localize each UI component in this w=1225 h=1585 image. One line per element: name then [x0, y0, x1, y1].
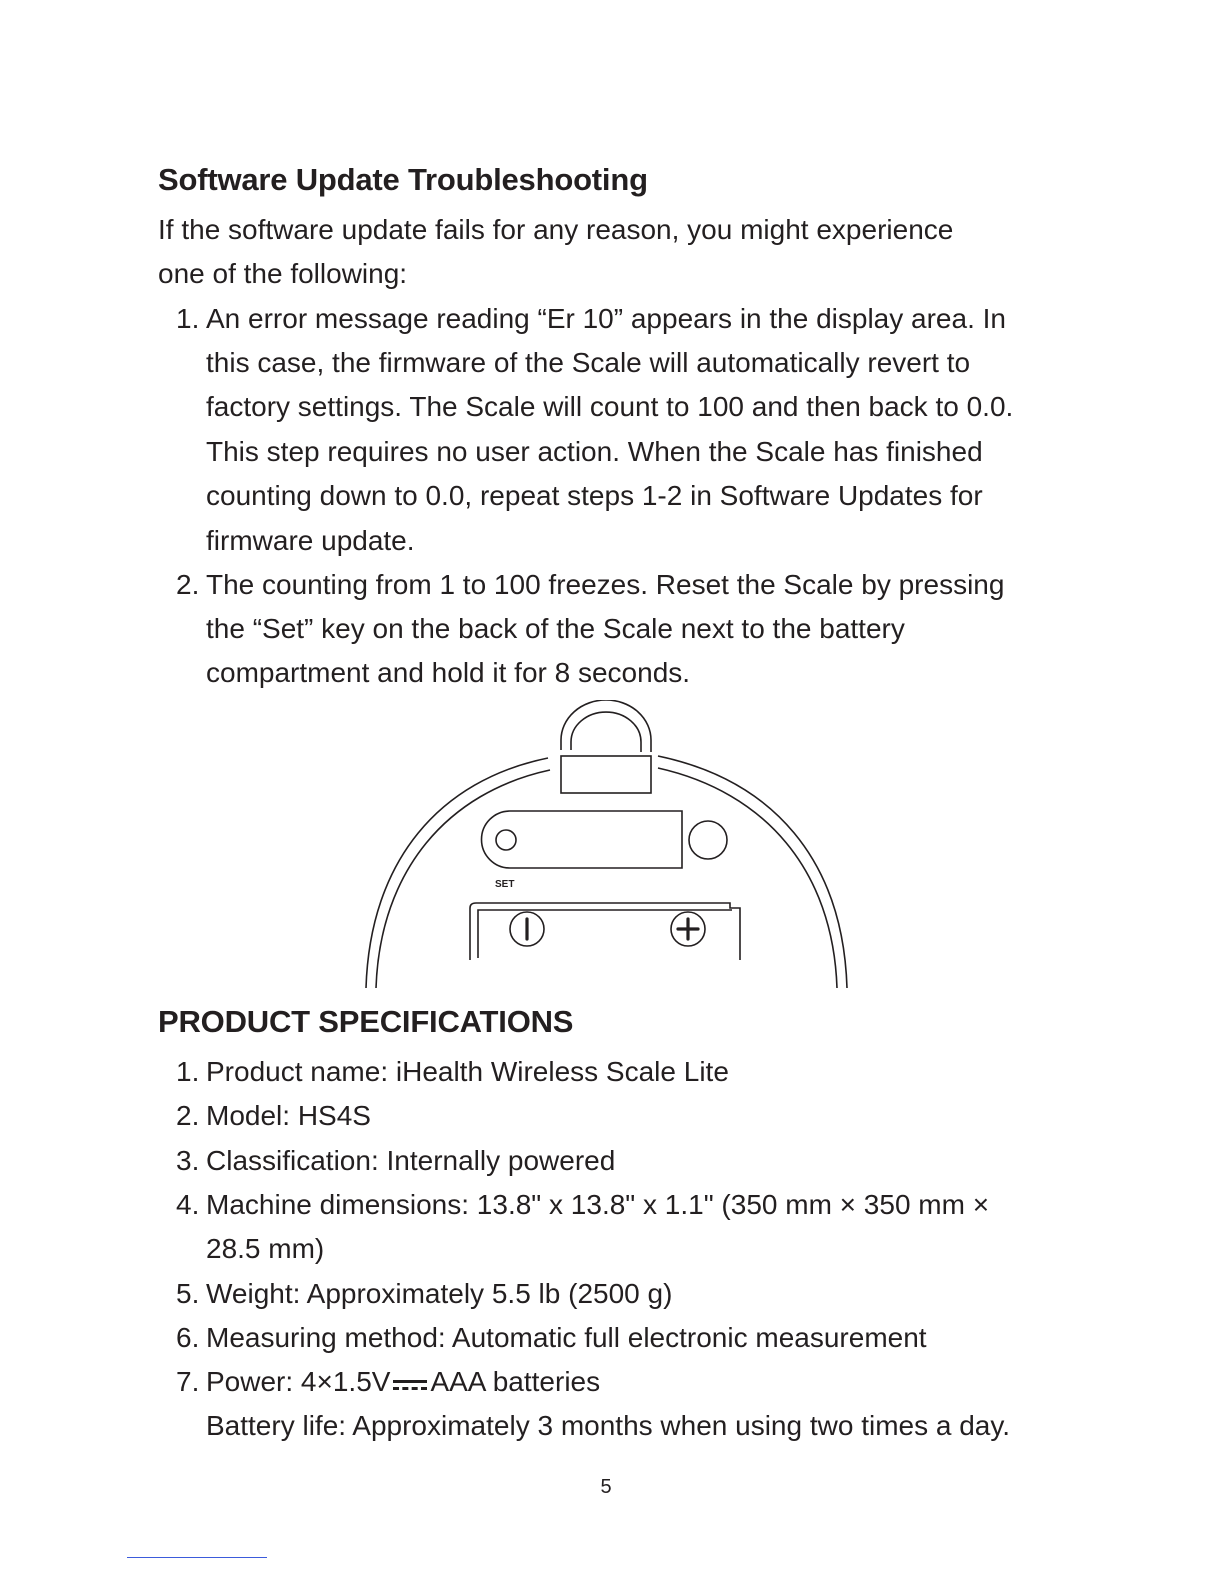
troubleshooting-item-1-line-6: firmware update. — [206, 525, 415, 556]
troubleshooting-item-1-line-4: This step requires no user action. When the Scale has finished — [206, 436, 983, 467]
round-button-icon — [689, 821, 727, 859]
troubleshooting-item-2-line-3: compartment and hold it for 8 seconds. — [206, 657, 691, 688]
list-number: 5. — [176, 1278, 200, 1309]
set-key-slot — [482, 811, 683, 868]
list-text-before: Power: 4×1.5V — [206, 1366, 391, 1397]
spec-item-5 — [176, 1272, 672, 1317]
list-number: 1. — [176, 303, 200, 334]
spec-item-3 — [176, 1139, 615, 1184]
spec-item-6 — [176, 1316, 927, 1361]
scale-outer-arc-right — [658, 756, 847, 988]
intro-line-2: one of the following: — [158, 258, 408, 289]
list-number: 6. — [176, 1322, 200, 1353]
scale-back-diagram — [360, 700, 860, 992]
spec-item-4-continuation: 28.5 mm) — [206, 1233, 325, 1264]
list-number: 2. — [176, 569, 200, 600]
spec-item-4 — [176, 1183, 989, 1228]
set-button-icon — [496, 830, 516, 850]
spec-item-1 — [176, 1050, 729, 1095]
troubleshooting-item-1-line-5: counting down to 0.0, repeat steps 1-2 in Software Updates for — [206, 480, 983, 511]
troubleshooting-item-1-line-3: factory settings. The Scale will count to 100 and then back to 0.0. — [206, 391, 1014, 422]
troubleshooting-title: Software Update Troubleshooting — [158, 162, 648, 197]
spec-item-7 — [176, 1360, 600, 1405]
scale-inner-arc-left — [376, 770, 550, 988]
dc-symbol-icon — [393, 1373, 427, 1395]
list-number: 7. — [176, 1366, 200, 1397]
hook-outer — [561, 700, 651, 752]
list-number: 1. — [176, 1056, 200, 1087]
footer-rule — [127, 1557, 267, 1558]
hook-mount-block — [561, 756, 651, 793]
list-number: 4. — [176, 1189, 200, 1220]
list-text-after: AAA batteries — [430, 1366, 601, 1397]
troubleshooting-item-2-line-2: the “Set” key on the back of the Scale next to the battery — [206, 613, 905, 644]
list-text: Weight: Approximately 5.5 lb (2500 g) — [206, 1278, 673, 1309]
list-text: Model: HS4S — [206, 1100, 371, 1131]
scale-outer-arc-left — [366, 758, 548, 988]
set-label: SET — [495, 879, 515, 890]
scale-inner-arc-right — [658, 768, 837, 988]
page-number: 5 — [600, 1476, 612, 1498]
specifications-title: PRODUCT SPECIFICATIONS — [158, 1004, 574, 1039]
troubleshooting-item-2 — [176, 563, 1004, 608]
list-text: Machine dimensions: 13.8" x 13.8" x 1.1" (350 mm × 350 mm × — [206, 1189, 990, 1220]
spec-item-7-continuation: Battery life: Approximately 3 months when using two times a day. — [206, 1410, 1011, 1441]
list-text: Product name: iHealth Wireless Scale Lite — [206, 1056, 729, 1087]
list-text: An error message reading “Er 10” appears in the display area. In — [206, 303, 1006, 334]
list-number: 3. — [176, 1145, 200, 1176]
list-text: Classification: Internally powered — [206, 1145, 616, 1176]
list-text: The counting from 1 to 100 freezes. Reset the Scale by pressing — [206, 569, 1005, 600]
troubleshooting-item-1-line-2: this case, the firmware of the Scale will automatically revert to — [206, 347, 971, 378]
list-number: 2. — [176, 1100, 200, 1131]
spec-item-2 — [176, 1094, 371, 1139]
hook-inner — [571, 712, 641, 752]
intro-line-1: If the software update fails for any reason, you might experience — [158, 214, 954, 245]
troubleshooting-item-1 — [176, 297, 1006, 342]
list-text: Measuring method: Automatic full electronic measurement — [206, 1322, 927, 1353]
